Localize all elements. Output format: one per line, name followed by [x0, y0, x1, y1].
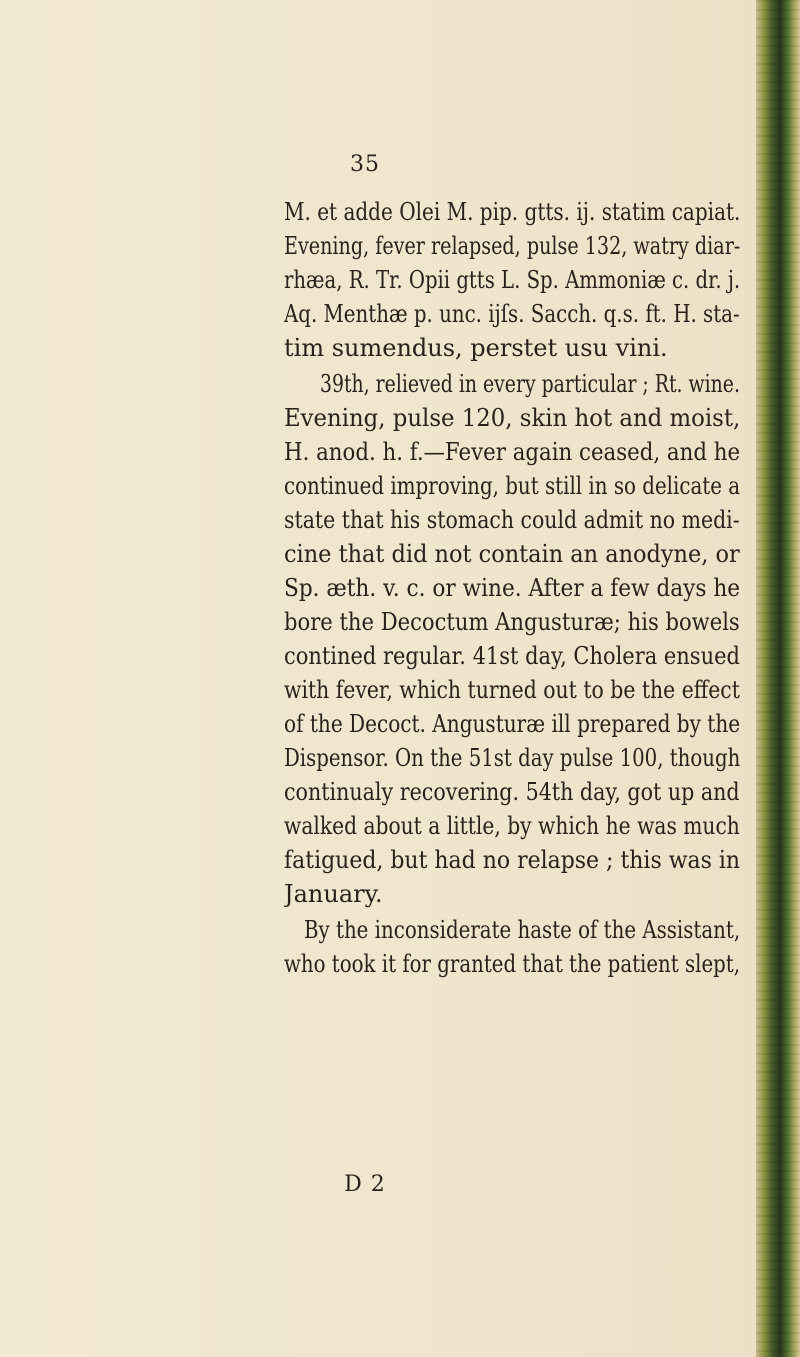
text-line: 39th, relieved in every particular ; Rt. wine. [320, 370, 740, 398]
text-line: walked about a little, by which he was much [284, 812, 740, 840]
text-line: cine that did not contain an anodyne, or [284, 540, 740, 568]
text-line: Evening, fever relapsed, pulse 132, watry diar- [284, 232, 741, 260]
text-line: Dispensor. On the 51st day pulse 100, though [284, 744, 741, 772]
text-line: H. anod. h. f.—Fever again ceased, and he [284, 438, 741, 466]
text-line: continued improving, but still in so delicate a [284, 472, 741, 500]
text-line: By the inconsiderate haste of the Assistant, [304, 916, 741, 944]
text-line: state that his stomach could admit no medi- [284, 506, 740, 534]
text-line: contined regular. 41st day, Cholera ensued [284, 642, 740, 670]
text-line: rhæa, R. Tr. Opii gtts L. Sp. Ammoniæ c. dr. j. [284, 266, 741, 294]
book-binding-edge [756, 0, 800, 1357]
text-line: of the Decoct. Angusturæ ill prepared by the [284, 710, 741, 738]
text-line: Aq. Menthæ p. unc. ijſs. Sacch. q.s. ft. H. sta- [284, 300, 740, 328]
text-line: Evening, pulse 120, skin hot and moist, [284, 404, 741, 432]
page-number: 35 [350, 152, 380, 177]
text-line: bore the Decoctum Angusturæ; his bowels [284, 608, 740, 636]
text-line: fatigued, but had no relapse ; this was in [284, 846, 741, 874]
text-line: M. et adde Olei M. pip. gtts. ij. statim capiat. [284, 198, 741, 226]
text-line: January. [284, 880, 383, 908]
text-line: tim sumendus, perstet usu vini. [284, 334, 668, 362]
text-line: Sp. æth. v. c. or wine. After a few days he [284, 574, 741, 602]
text-line: continualy recovering. 54th day, got up and [284, 778, 740, 806]
text-line: who took it for granted that the patient slept, [284, 950, 740, 978]
signature-mark: D 2 [344, 1172, 386, 1197]
text-line: with fever, which turned out to be the effect [284, 676, 740, 704]
